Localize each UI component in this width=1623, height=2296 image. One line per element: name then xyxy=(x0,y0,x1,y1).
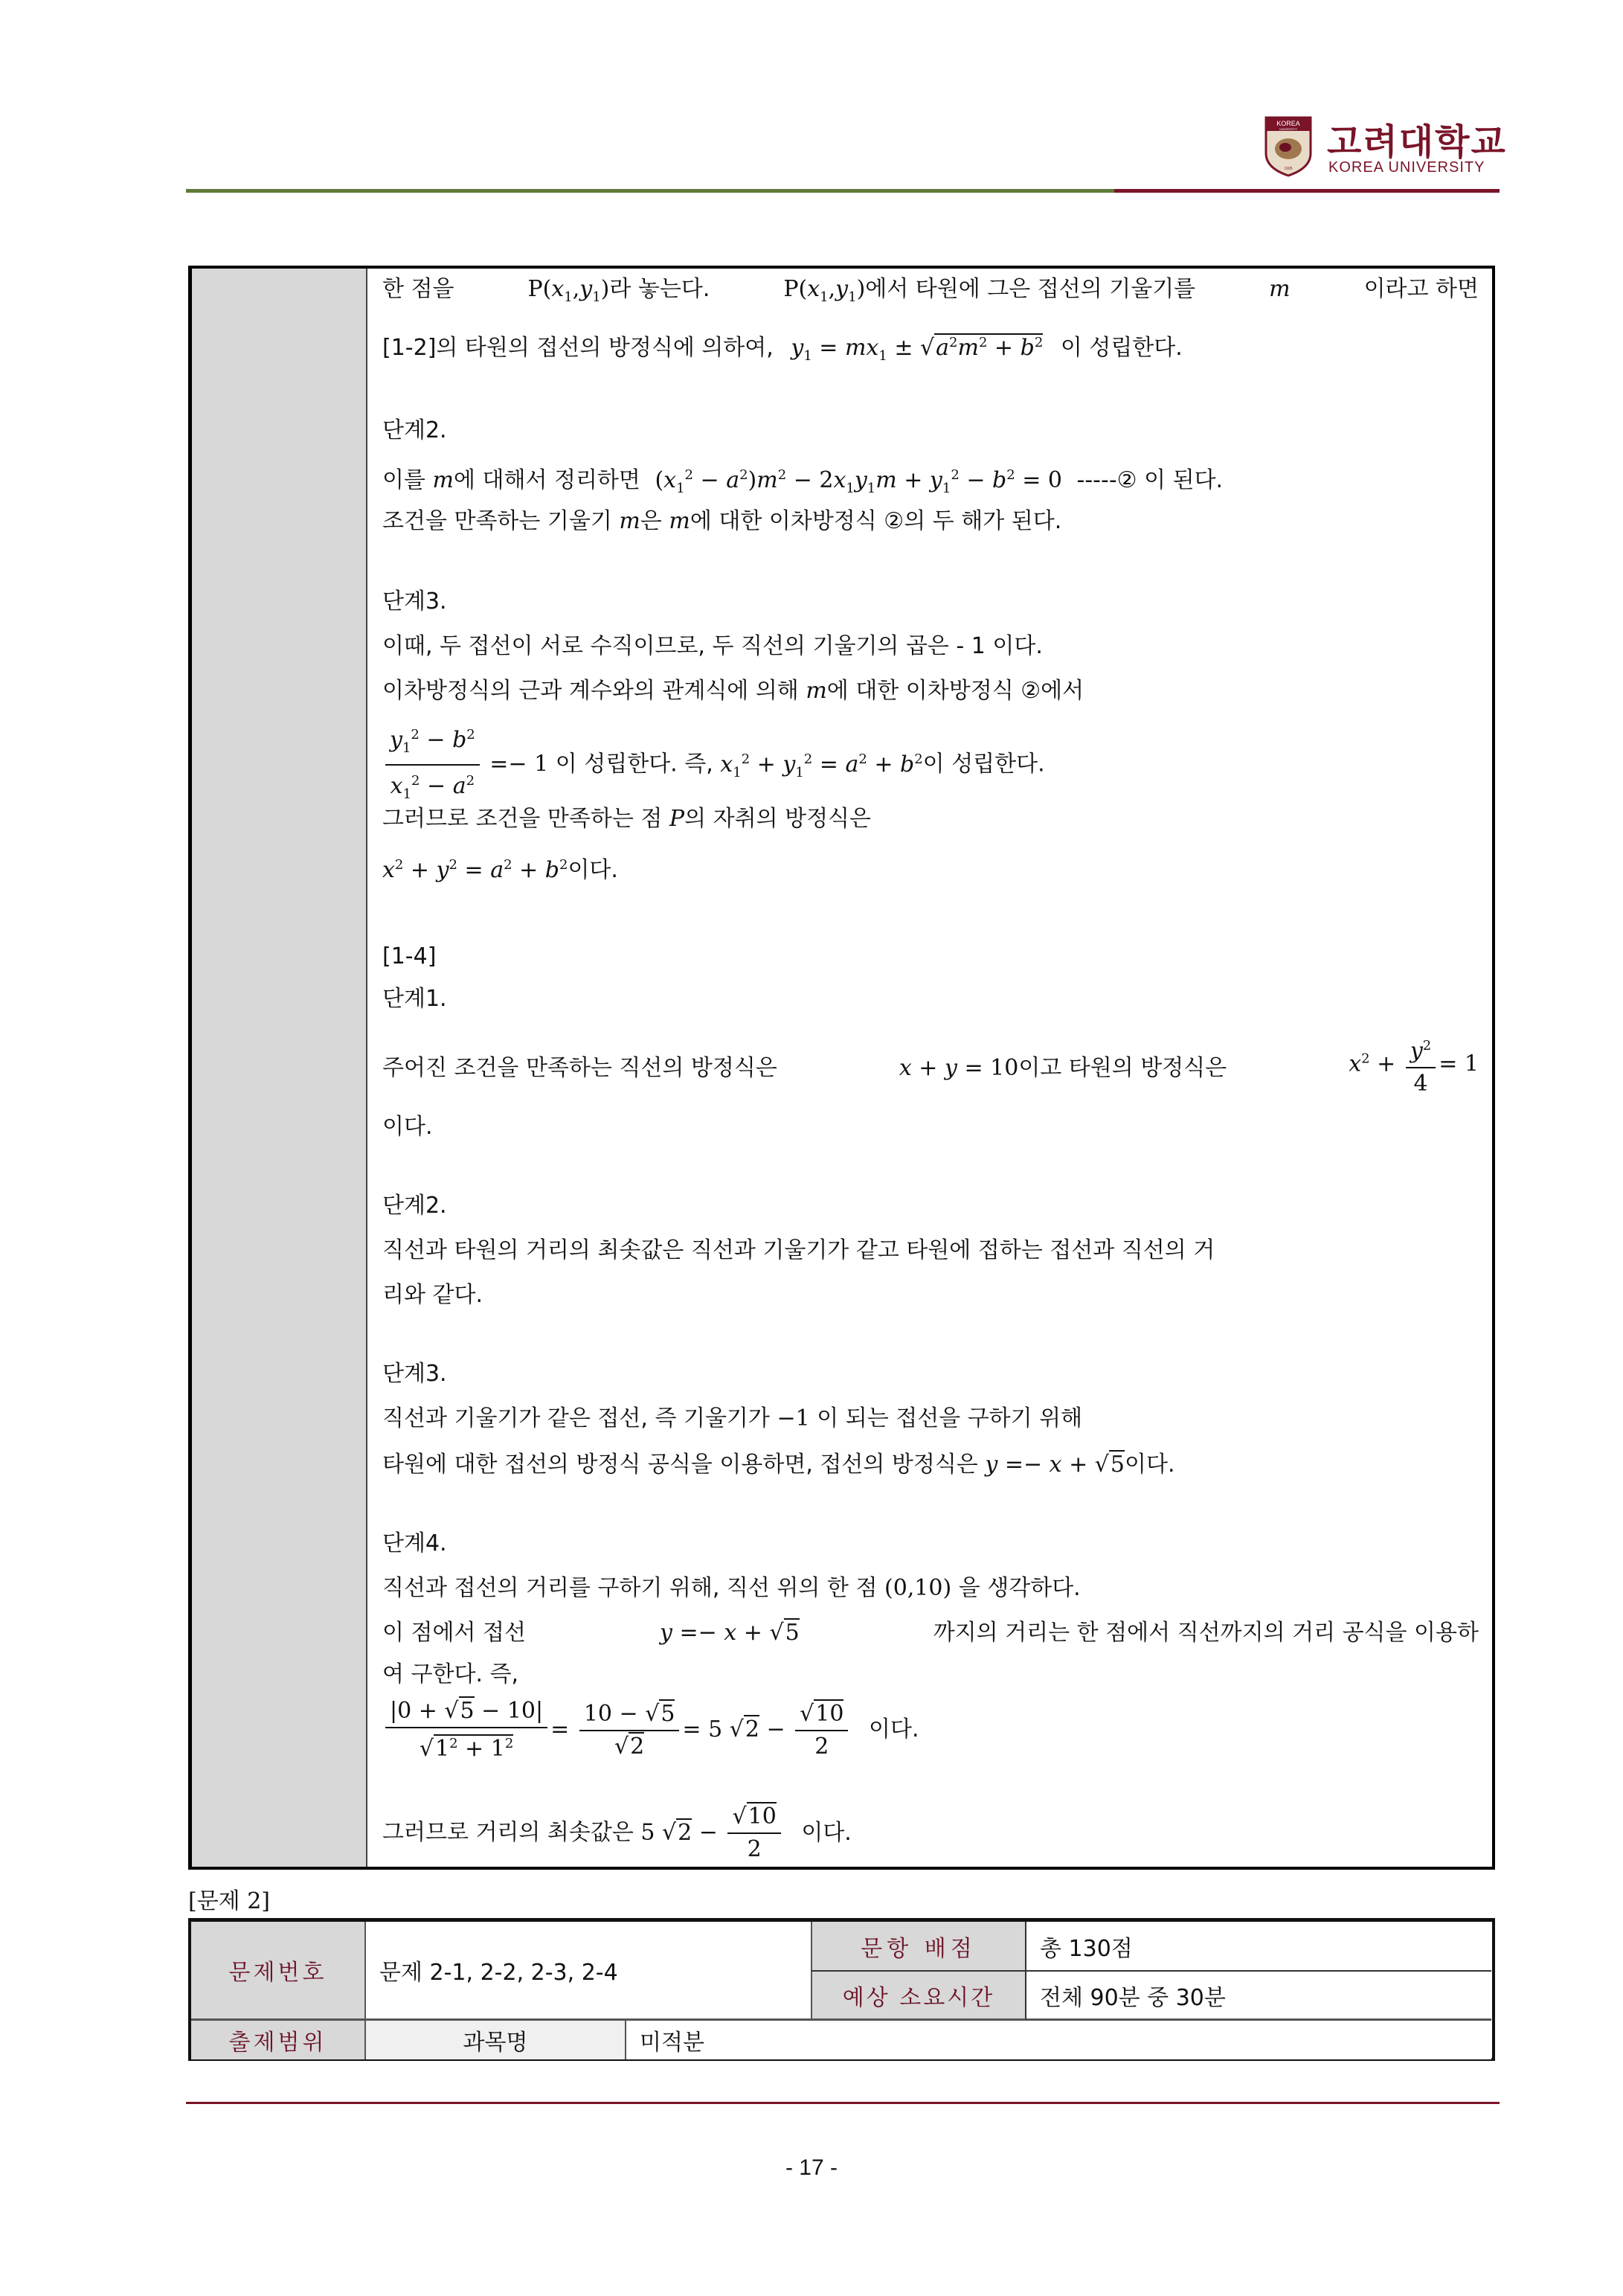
solution-line: 이 점에서 접선 y =− x + √5 까지의 거리는 한 점에서 직선까지의 거리 공식을 이용하 xyxy=(382,1620,1479,1646)
step-heading: 단계1. xyxy=(382,986,447,1012)
footer-divider xyxy=(186,2102,1500,2104)
problem-info-table xyxy=(188,1918,1495,2061)
university-logo xyxy=(1264,112,1517,186)
solution-line: $x^2 + y^2 = a^2 + b^2$이다. xyxy=(382,857,618,883)
solution-table xyxy=(188,266,1495,1870)
solution-line: 한 점을 $P(x_1,y_1)$라 놓는다. $P(x_1,y_1)$에서 타원에 그은 접선의 기울기를 m 이라고 하면 xyxy=(382,276,1479,305)
fraction: $\frac{10 - √5}{√2}$ xyxy=(579,1700,680,1761)
page-number: - 17 - xyxy=(785,2155,838,2180)
svg-text:1905: 1905 xyxy=(1284,167,1293,171)
solution-label-column xyxy=(192,269,367,1867)
solution-line: 이다. xyxy=(382,1114,433,1140)
time-value: 전체 90분 중 30분 xyxy=(1026,1972,1491,2021)
step-heading: 단계2. xyxy=(382,417,447,443)
solution-line: [1-2]의 타원의 접선의 방정식에 의하여, $y_1 = mx_1 \pm √a^2m^2 + b^2$ 이 성립한다. xyxy=(382,335,1183,364)
fraction: $\frac{√10}{2}$ xyxy=(727,1803,780,1864)
time-label: 예상 소요시간 xyxy=(811,1972,1026,2021)
step-heading: 단계2. xyxy=(382,1193,447,1219)
svg-text:UNIVERSITY: UNIVERSITY xyxy=(1279,127,1298,131)
conclusion-line: 그러므로 거리의 최솟값은 5 √2 − $\frac{√10}{2}$ 이다. xyxy=(382,1803,852,1862)
scope-label: 출제범위 xyxy=(191,2021,366,2059)
step-heading: 단계4. xyxy=(382,1530,447,1556)
score-label: 문항 배점 xyxy=(811,1922,1026,1972)
step-heading: 단계3. xyxy=(382,1361,447,1387)
logo-english-name: KOREA UNIVERSITY xyxy=(1328,159,1485,176)
score-value: 총 130점 xyxy=(1026,1922,1491,1972)
problem-number-value: 문제 2-1, 2-2, 2-3, 2-4 xyxy=(366,1922,811,2021)
solution-line: 이때, 두 접선이 서로 수직이므로, 두 직선의 기울기의 곱은 - 1 이다. xyxy=(382,633,1043,659)
subject-label: 과목명 xyxy=(366,2021,626,2059)
tiger-shield-icon xyxy=(1264,116,1312,177)
header-divider-maroon xyxy=(1114,189,1500,193)
fraction: $\frac{√10}{2}$ xyxy=(795,1700,848,1761)
problem-number-label: 문제번호 xyxy=(191,1922,366,2021)
solution-line: $\frac{y_1^2 - b^2}{x_1^2 - a^2}$ =− 1 이 성립한다. 즉, $x_1^2 + y_1^2 = a^2 + b^2$이 성립한다. xyxy=(382,721,1479,809)
solution-line: 직선과 기울기가 같은 접선, 즉 기울기가 −1 이 되는 접선을 구하기 위해 xyxy=(382,1405,1083,1431)
fraction: $\frac{|0 + √5 - 10|}{√1^2 + 1^2}$ xyxy=(385,1697,547,1763)
solution-line: 이차방정식의 근과 계수와의 관계식에 의해 m에 대한 이차방정식 ②에서 xyxy=(382,678,1084,704)
step-heading: 단계3. xyxy=(382,589,447,615)
solution-line: 타원에 대한 접선의 방정식 공식을 이용하면, 접선의 방정식은 y =− x + √5이다. xyxy=(382,1452,1175,1478)
problem-2-label: [문제 2] xyxy=(188,1888,270,1914)
solution-line: 이를 m에 대해서 정리하면 $(x_1^2 - a^2)m^2 - 2x_1y_1m + y_1^2 - b^2 = 0$ -----② 이 된다. xyxy=(382,467,1224,496)
fraction: $\frac{y_1^2 - b^2}{x_1^2 - a^2}$ xyxy=(385,721,480,809)
logo-korean-name: 고려대학교 xyxy=(1327,121,1507,163)
solution-line: 직선과 타원의 거리의 최솟값은 직선과 기울기가 같고 타원에 접하는 접선과 직선의 거 xyxy=(382,1237,1215,1263)
solution-line: 직선과 접선의 거리를 구하기 위해, 직선 위의 한 점 (0,10) 을 생각하다. xyxy=(382,1575,1081,1601)
question-label: [1-4] xyxy=(382,943,437,969)
subject-value: 미적분 xyxy=(626,2021,1491,2059)
svg-text:KOREA: KOREA xyxy=(1276,120,1300,127)
header-divider-green xyxy=(186,189,1114,193)
solution-line: $\frac{|0 + √5 - 10|}{√1^2 + 1^2}$ = $\frac{10 - √5}{√2}$ = 5 √2 − $\frac{√10}{2}$ 이다. xyxy=(382,1697,1479,1763)
solution-line: 그러므로 조건을 만족하는 점 P의 자취의 방정식은 xyxy=(382,806,872,832)
solution-line: 주어진 조건을 만족하는 직선의 방정식은 x + y = 10이고 타원의 방정식은 $x^2$ + $\frac{y^2}{4}$ = 1 xyxy=(382,1032,1479,1098)
solution-line: 리와 같다. xyxy=(382,1282,483,1308)
solution-content xyxy=(367,269,1492,1867)
solution-line: 조건을 만족하는 기울기 m은 m에 대한 이차방정식 ②의 두 해가 된다. xyxy=(382,508,1062,534)
solution-line: 여 구한다. 즉, xyxy=(382,1661,519,1687)
